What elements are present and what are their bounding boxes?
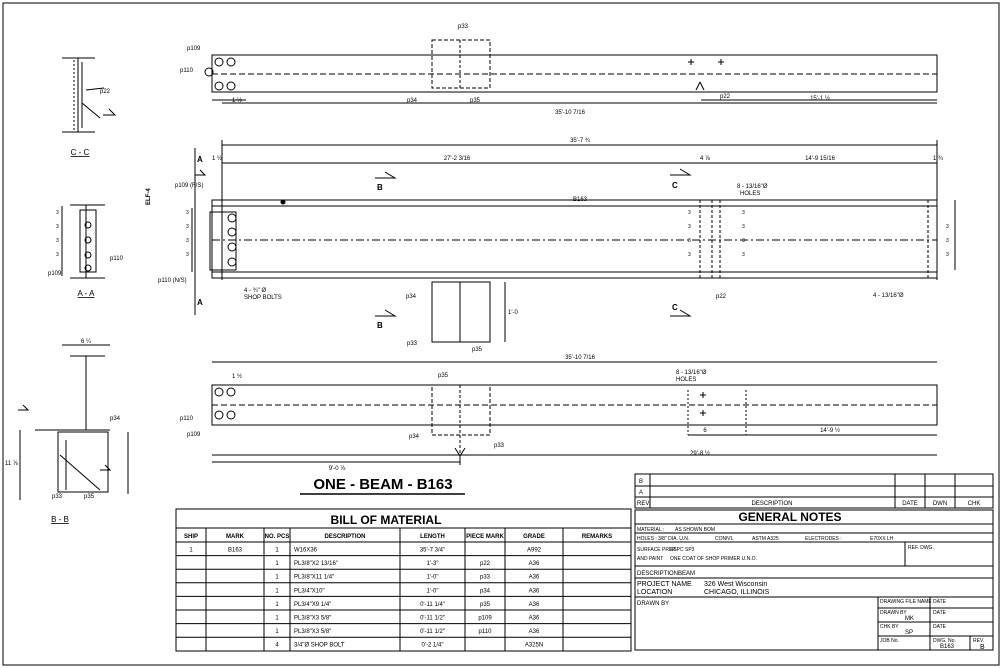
bom-cell: A325N — [524, 642, 544, 649]
bom-cell: B163 — [227, 547, 243, 554]
notes-conn-label: CONN'L — [715, 536, 734, 542]
notes-drawn-label: DRAWN BY — [637, 601, 670, 607]
bom-cell: 1 — [189, 547, 193, 554]
svg-text:3: 3 — [186, 224, 189, 230]
bom-cell: 4 — [275, 642, 279, 649]
beam-mark-label: B163 — [572, 197, 588, 203]
top-p109-label: p109 — [187, 46, 201, 52]
bom-cell: p110 — [478, 629, 492, 636]
bot-1-1-2-dim: 1 ½ — [232, 374, 243, 380]
svg-text:3: 3 — [56, 252, 59, 258]
bom-cell: PL3/8"X3 5/8" — [294, 615, 332, 622]
svg-text:3: 3 — [688, 252, 691, 258]
notes-location-label: LOCATION — [637, 589, 673, 596]
section-marker-a-bottom: A — [197, 298, 203, 307]
notes-date-label-2: DATE — [933, 610, 946, 616]
bot-p109-label: p109 — [187, 432, 201, 438]
notes-material-value: AS SHOWN BOM — [675, 527, 716, 533]
notes-conn-value: ASTM A325 — [752, 536, 779, 542]
bot-p35-label: p35 — [438, 373, 449, 379]
holes-right-label: 4 - 13/16"Ø — [873, 293, 904, 299]
mid-p33-label: p33 — [407, 341, 418, 347]
mid-dim-a: 27'-2 3/16 — [443, 156, 471, 162]
mid-p22-label: p22 — [716, 294, 727, 300]
cc-p22-label: p22 — [100, 89, 111, 95]
rev-header-rev: REV. — [637, 501, 651, 507]
bb-p35-label: p35 — [84, 494, 95, 500]
aa-p110-label: p110 — [110, 256, 123, 262]
notes-surface-label: SURFACE PREP. — [637, 547, 677, 553]
bom-cell: 1 — [275, 601, 279, 608]
bot-p33-label: p33 — [494, 443, 505, 449]
bom-cell: A36 — [528, 601, 540, 608]
mid-p34-label: p34 — [406, 294, 417, 300]
bom-cell: A36 — [528, 615, 540, 622]
notes-project-value: 326 West Wisconsin — [704, 581, 768, 588]
bom-cell: p33 — [479, 574, 491, 581]
bom-cell: 35'-7 3/4" — [419, 547, 446, 554]
notes-checked-label: CHK BY — [880, 624, 899, 630]
bom-cell: p34 — [479, 588, 491, 595]
svg-text:3: 3 — [186, 210, 189, 216]
notes-job-label: JOB No. — [880, 638, 899, 644]
bom-header-cell: MARK — [226, 534, 244, 540]
notes-ref-label: REF. DWG. — [908, 545, 934, 551]
notes-holes-value: 3/8" DIA. U.N. — [658, 536, 690, 542]
section-marker-b-top: B — [377, 183, 383, 192]
rev-header-date: DATE — [902, 501, 918, 507]
bom-cell: PL3/8"X11 1/4" — [294, 574, 335, 581]
notes-surface-value: SSPC SP3 — [670, 547, 695, 553]
bom-cell: 1 — [275, 629, 279, 636]
notes-date-label-3: DATE — [933, 624, 946, 630]
bb-p34-label: p34 — [110, 416, 121, 422]
bb-width-dim: 6 ¼ — [80, 339, 92, 345]
svg-text:3: 3 — [946, 238, 949, 244]
bom-cell: 0'-11 1/4" — [420, 601, 445, 608]
bom-cell: A36 — [528, 588, 540, 595]
section-cc-view — [62, 58, 115, 132]
bot-overall-dim: 35'-10 7/16 — [565, 355, 595, 361]
bom-cell: A36 — [528, 561, 540, 568]
bom-cell: A36 — [528, 574, 540, 581]
bot-left-dim: 9'-0 ⅞ — [328, 466, 346, 472]
bom-cell: 1 — [275, 547, 279, 554]
bom-cell: 1 — [275, 615, 279, 622]
section-aa-title: A - A — [77, 289, 95, 298]
elevation-label: ELF-4 — [146, 188, 152, 205]
main-elevation — [192, 140, 955, 342]
bom-cell: 1'-3" — [426, 561, 439, 568]
section-marker-c-bottom: C — [672, 303, 678, 312]
notes-checked-value: SP — [905, 630, 914, 636]
notes-holes-label: HOLES : — [637, 536, 657, 542]
rev-row-b: B — [639, 479, 644, 485]
bb-height-dim: 11 ⅞ — [5, 461, 18, 467]
notes-description-value: BEAM — [678, 571, 696, 577]
svg-text:3: 3 — [186, 238, 189, 244]
top-1-1-2-dim: 1 ½ — [232, 98, 243, 104]
bom-header-cell: DESCRIPTION — [324, 534, 366, 540]
notes-electrodes-label: ELECTRODES : — [805, 536, 842, 542]
svg-text:3: 3 — [946, 224, 949, 230]
svg-text:3: 3 — [56, 210, 59, 216]
rev-row-a: A — [639, 490, 644, 496]
rev-header-description: DESCRIPTION — [751, 501, 793, 507]
notes-electrodes-value: E70XX LH — [870, 536, 894, 542]
top-p110-label: p110 — [180, 68, 193, 74]
svg-text:3: 3 — [688, 238, 691, 244]
notes-dwg-value: B163 — [940, 644, 955, 650]
svg-text:3: 3 — [56, 238, 59, 244]
bom-cell: 1'-0" — [426, 588, 439, 595]
bom-cell: A992 — [526, 547, 542, 554]
mid-p35-label: p35 — [472, 347, 483, 353]
bill-of-material — [176, 509, 631, 651]
holes-bot-label: 8 - 13/16"Ø — [676, 370, 707, 376]
mid-overall-dim: 35'-7 ¾ — [570, 138, 590, 144]
holes-top-label-2: HOLES — [740, 191, 761, 197]
notes-rev-label: REV. — [973, 638, 985, 644]
bom-cell: p109 — [478, 615, 492, 622]
notes-paint-label: AND PAINT — [637, 556, 664, 562]
bom-cell: 3/4"Ø SHOP BOLT — [294, 642, 345, 649]
bom-cell: A36 — [528, 629, 540, 636]
drawing-title: ONE - BEAM - B163 — [313, 476, 453, 493]
bom-cell: 0'-11 1/2" — [420, 629, 445, 636]
top-right-dim: 15'-1 ½ — [810, 96, 830, 102]
one-foot-dim: 1'-0 — [508, 310, 518, 316]
section-marker-b-bottom: B — [377, 321, 383, 330]
svg-text:3: 3 — [742, 224, 745, 230]
notes-rev-value: B — [980, 644, 985, 651]
bom-cell: PL3/8"X2 13/16" — [294, 561, 338, 568]
svg-text:3: 3 — [742, 252, 745, 258]
svg-text:3: 3 — [742, 238, 745, 244]
bot-p110-label: p110 — [180, 416, 193, 422]
svg-text:3: 3 — [186, 252, 189, 258]
bom-header-cell: PIECE MARK — [466, 534, 504, 540]
bom-cell: 1'-0" — [426, 574, 439, 581]
section-marker-a-top: A — [197, 155, 203, 164]
notes-drawn-by-label: DRAWN BY — [880, 610, 907, 616]
bom-cell: PL3/8"X3 5/8" — [294, 629, 332, 636]
mid-bolt-spacing-dims — [186, 210, 949, 258]
top-p33-label: p33 — [458, 24, 469, 30]
svg-text:3: 3 — [946, 252, 949, 258]
holes-bot-label-2: HOLES — [676, 377, 697, 383]
top-p34-label: p34 — [407, 98, 418, 104]
bot-mid-dim: 29'-8 ½ — [690, 451, 710, 457]
mid-dim-d: 1 ¾ — [932, 156, 944, 162]
holes-top-label: 8 - 13/16"Ø — [737, 184, 768, 190]
bom-cell: 0'-2 1/4" — [421, 642, 444, 649]
notes-title: GENERAL NOTES — [738, 510, 842, 524]
bom-cell: 0'-11 1/2" — [420, 615, 445, 622]
rev-header-chk: CHK — [967, 501, 981, 507]
bom-header-cell: GRADE — [523, 534, 545, 540]
bom-cell: 1 — [275, 561, 279, 568]
aa-p109-label: p109 — [48, 271, 62, 277]
bot-six-dim: 6 — [703, 428, 707, 434]
bom-cell: 1 — [275, 588, 279, 595]
svg-text:3: 3 — [56, 224, 59, 230]
notes-dwg-label: DWG. No. — [933, 638, 956, 644]
bom-cell: 1 — [275, 574, 279, 581]
mid-p110-label: p110 (N/S) — [158, 278, 187, 284]
notes-paint-value: ONE COAT OF SHOP PRIMER U.N.O. — [670, 556, 757, 562]
bom-cell: W16X36 — [294, 547, 318, 554]
mid-1-1-2-dim: 1 ½ — [212, 156, 223, 162]
bom-header-cell: NO. PCS — [264, 534, 290, 540]
section-cc-title: C - C — [70, 148, 90, 157]
section-aa-view — [62, 205, 105, 278]
top-overall-dim: 35'-10 7/16 — [555, 110, 585, 116]
rev-header-dwn: DWN — [932, 501, 948, 507]
section-bb-title: B - B — [51, 515, 69, 524]
notes-drawn-by-value: MK — [905, 616, 914, 622]
svg-text:3: 3 — [742, 210, 745, 216]
bottom-view — [212, 362, 937, 465]
section-bb-view — [18, 345, 128, 500]
bb-p33-label: p33 — [52, 494, 63, 500]
notes-description-label: DESCRIPTION: — [637, 571, 680, 577]
top-p35-label: p35 — [470, 98, 481, 104]
notes-material-label: MATERIAL : — [637, 527, 665, 533]
bot-right-dim: 14'-9 ½ — [820, 428, 840, 434]
shop-bolts-label-2: SHOP BOLTS — [244, 295, 282, 301]
aa-dims — [56, 210, 59, 258]
notes-location-value: CHICAGO, ILLINOIS — [704, 589, 770, 596]
notes-date-label-1: DATE — [933, 599, 946, 605]
bom-header-cell: LENGTH — [420, 534, 445, 540]
shop-bolts-label: 4 - ¾" Ø — [244, 288, 267, 294]
bom-cell: PL3/4"X10" — [294, 588, 325, 595]
mid-dim-b: 4 ⅞ — [699, 156, 711, 162]
svg-text:3: 3 — [688, 224, 691, 230]
mid-p109-label: p109 (F/S) — [175, 183, 204, 189]
mid-dim-c: 14'-9 15/16 — [805, 156, 835, 162]
bom-cell: p22 — [479, 561, 491, 568]
notes-file-label: DRAWING FILE NAME — [880, 599, 932, 605]
svg-text:3: 3 — [688, 210, 691, 216]
bom-header-cell: SHIP — [183, 534, 199, 540]
bom-header-cell: REMARKS — [581, 534, 613, 540]
bom-title: BILL OF MATERIAL — [330, 513, 442, 527]
top-p22-label: p22 — [720, 94, 731, 100]
bom-cell: PL3/4"X9 1/4" — [294, 601, 332, 608]
notes-project-label: PROJECT NAME — [637, 581, 692, 588]
top-view — [205, 40, 937, 103]
bom-cell: p35 — [479, 601, 491, 608]
bot-p34-label: p34 — [409, 434, 420, 440]
section-marker-c-top: C — [672, 181, 678, 190]
